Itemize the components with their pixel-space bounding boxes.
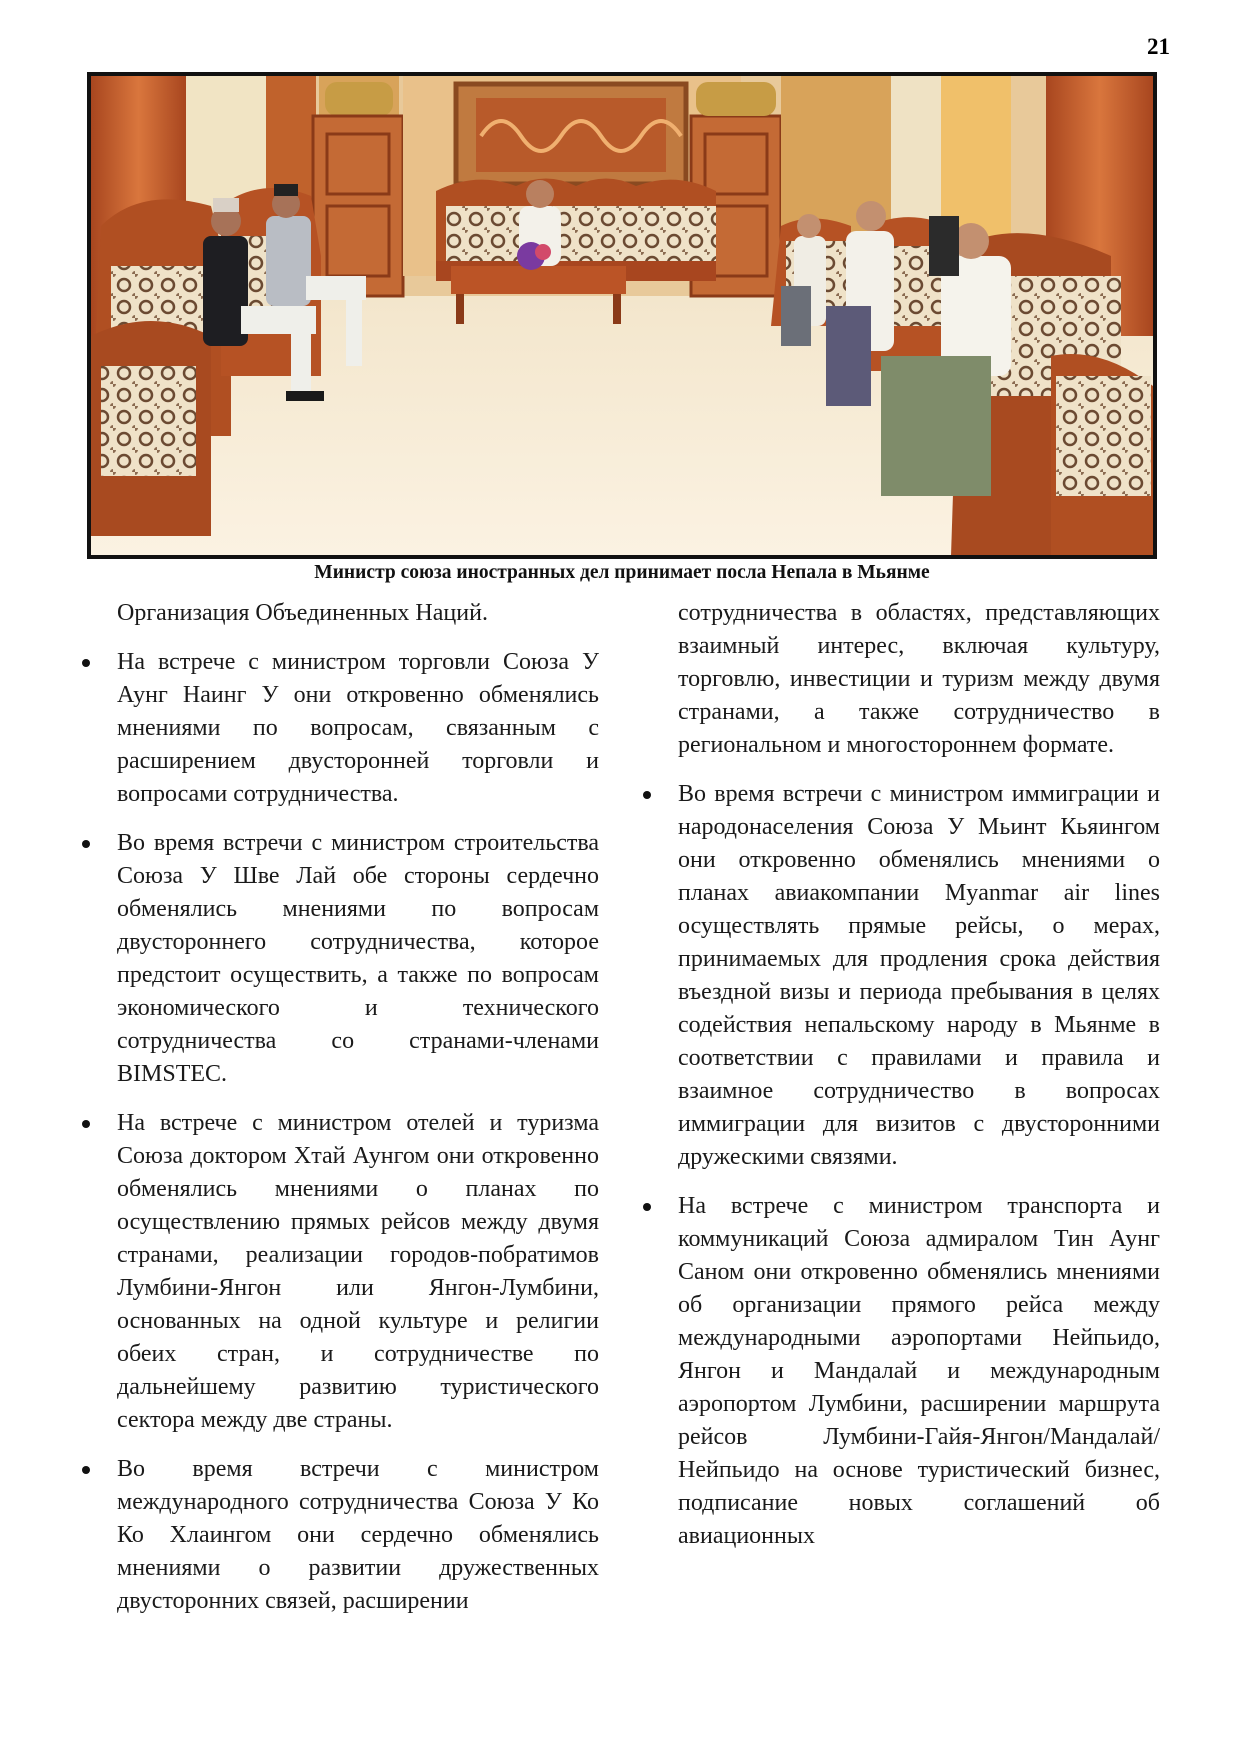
- bullet-paragraph: На встрече с министром отелей и туризма Союза доктором Хтай Аунгом они откровенно обменялись мнениями о планах по осуществлению прямых рейсов между двумя странами, реализации городов-побратимов Лумбини-Янгон или Янгон-Лумбини, основанных на одной культуре и религии обеих стран, и сотрудничестве по дальнейшему развитию туристического сектора между две страны.: [79, 1107, 599, 1437]
- left-column: [79, 597, 599, 1634]
- bullet-paragraph: Во время встречи с министром строительства Союза У Шве Лай обе стороны сердечно обменялись мнениями по вопросам двустороннего сотрудничества, которое предстоит осуществить, а также по вопросам экономического и технического сотрудничества со странами-членами BIMSTEC.: [79, 827, 599, 1091]
- bullet-paragraph: Во время встречи с министром иммиграции и народонаселения Союза У Мьинт Кьяингом они откровенно обменялись мнениями о планах авиакомпании Myanmar air lines осуществлять прямые рейсы, о мерах, принимаемых для продления срока действия въездной визы и периода пребывания в целях содействия непальскому народу в Мьянме в соответствии с правилами и правила и взаимное сотрудничество в вопросах иммиграции для визитов с двусторонними дружескими связями.: [640, 778, 1160, 1174]
- right-column: [640, 597, 1160, 1569]
- bullet-paragraph: На встрече с министром транспорта и коммуникаций Союза адмиралом Тин Аунг Саном они откровенно обменялись мнениями об организации прямого рейса между международными аэропортами Нейпьидо, Янгон и Мандалай и международным аэропортом Лумбини, расширении маршрута рейсов Лумбини-Гайя-Янгон/Мандалай/ Нейпьидо на основе туристический бизнес, подписание новых соглашений об авиационных: [640, 1190, 1160, 1553]
- paragraph: сотрудничества в областях, представляющих взаимный интерес, включая культуру, торговлю, инвестиции и туризм между двумя странами, а также сотрудничество в региональном и многостороннем формате.: [678, 600, 1160, 758]
- bullet-paragraph: Во время встречи с министром международного сотрудничества Союза У Ко Ко Хлаингом они сердечно обменялись мнениями о развитии дружественных двусторонних связей, расширении: [79, 1453, 599, 1618]
- photo-caption: Министр союза иностранных дел принимает посла Непала в Мьянме: [314, 562, 930, 583]
- bullet-paragraph: На встрече с министром торговли Союза У Аунг Наинг У они откровенно обменялись мнениями по вопросам, связанным с расширением двусторонней торговли и вопросами сотрудничества.: [79, 646, 599, 811]
- page-number: 21: [1147, 34, 1170, 59]
- meeting-photo: [87, 72, 1157, 559]
- paragraph: Организация Объединенных Наций.: [117, 600, 488, 626]
- meeting-room-photo-icon: [91, 76, 1153, 555]
